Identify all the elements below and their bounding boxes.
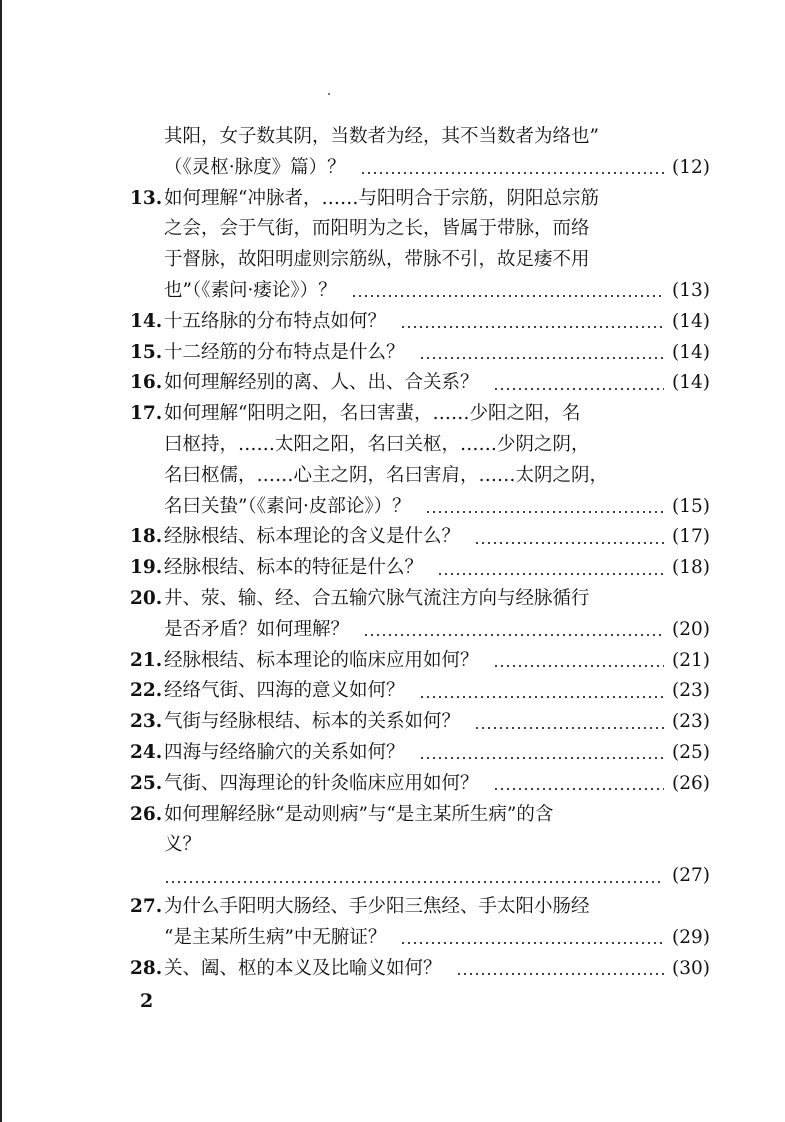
entry-text: 曰枢持，……太阳之阳，名曰关枢，……少阴之阴， (164, 433, 590, 455)
entry-text: 气街与经脉根结、标本的关系如何？ (164, 711, 461, 733)
entry-page: (23) (672, 680, 710, 702)
entry-page: (14) (672, 341, 710, 363)
toc-line (130, 738, 710, 769)
toc-entry (130, 707, 710, 738)
page-number: 2 (140, 990, 154, 1012)
toc-line (130, 553, 710, 584)
toc-line (130, 615, 710, 646)
scan-speck (328, 93, 330, 95)
toc-line (130, 676, 710, 707)
entry-text: 如何理解“冲脉者，……与阳明合于宗筋，阴阳总宗筋 (164, 187, 599, 209)
toc-line (130, 184, 710, 215)
dot-leader (351, 294, 664, 298)
toc-line (130, 646, 710, 677)
toc-entry (130, 646, 710, 677)
entry-text: 是否矛盾？如何理解？ (164, 618, 350, 640)
entry-text: 十二经筋的分布特点是什么？ (164, 341, 405, 363)
toc-line (130, 276, 710, 307)
toc-line (130, 800, 710, 831)
toc-line (130, 584, 710, 615)
entry-number: 20. (130, 587, 163, 609)
entry-text: 关、阖、枢的本义及比喻义如何？ (164, 957, 442, 979)
dot-leader (400, 325, 664, 329)
entry-number: 17. (130, 403, 163, 425)
entry-page: (25) (672, 741, 710, 763)
toc-line (130, 492, 710, 523)
entry-page: (20) (672, 618, 710, 640)
entry-text: 经脉根结、标本理论的含义是什么？ (164, 526, 461, 548)
entry-number: 27. (130, 895, 163, 917)
dot-leader (419, 695, 665, 699)
toc-entry (130, 738, 710, 769)
dot-leader (164, 880, 664, 884)
entry-page: (26) (672, 772, 710, 794)
entry-text: “是主某所生病”中无腑证？ (164, 926, 387, 948)
entry-text: 名曰枢儒，……心主之阴，名曰害肩，……太阴之阴， (164, 464, 609, 486)
dot-leader (400, 941, 664, 945)
entry-page: (18) (672, 557, 710, 579)
toc-line (130, 368, 710, 399)
toc-line (130, 923, 710, 954)
entry-page: (12) (672, 156, 710, 178)
toc-entry (130, 584, 710, 646)
toc-entry (130, 676, 710, 707)
entry-page: (30) (672, 957, 710, 979)
toc-entry (130, 184, 710, 307)
dot-leader (493, 664, 665, 668)
toc-entry (130, 522, 710, 553)
dot-leader (474, 541, 664, 545)
toc-line (130, 461, 710, 492)
table-of-contents (130, 122, 710, 984)
entry-number: 25. (130, 772, 163, 794)
page-left-border (0, 0, 2, 1122)
entry-text: 经脉根结、标本的特征是什么？ (164, 557, 424, 579)
entry-page: (21) (672, 649, 710, 671)
toc-line (130, 399, 710, 430)
entry-text: 气街、四海理论的针灸临床应用如何？ (164, 772, 479, 794)
dot-leader (456, 972, 665, 976)
entry-text: 十五络脉的分布特点如何？ (164, 310, 387, 332)
entry-page: (14) (672, 310, 710, 332)
entry-text: 之会，会于气街，而阳明为之长，皆属于带脉，而络 (164, 218, 590, 240)
toc-entry (130, 307, 710, 338)
entry-text: 其阳，女子数其阴，当数者为经，其不当数者为络也” (164, 126, 599, 147)
entry-page: (23) (672, 711, 710, 733)
toc-line (130, 122, 710, 153)
toc-line (130, 861, 710, 892)
toc-line (130, 522, 710, 553)
toc-line (130, 769, 710, 800)
entry-page: (17) (672, 526, 710, 548)
entry-text: 井、荥、输、经、合五输穴脉气流注方向与经脉循行 (164, 587, 590, 609)
entry-text: 也”（《素问·痿论》）？ (164, 279, 337, 301)
entry-page: (29) (672, 926, 710, 948)
entry-number: 13. (130, 187, 163, 209)
toc-line (130, 430, 710, 461)
entry-number: 26. (130, 803, 163, 825)
toc-entry (130, 769, 710, 800)
entry-page: (27) (672, 865, 710, 887)
entry-number: 28. (130, 957, 163, 979)
entry-text: 四海与经络腧穴的关系如何？ (164, 741, 405, 763)
entry-text: 名曰关蛰”（《素问·皮部论》）？ (164, 495, 411, 517)
dot-leader (419, 756, 665, 760)
toc-line (130, 307, 710, 338)
dot-leader (493, 387, 665, 391)
entry-number: 21. (130, 649, 163, 671)
toc-line (130, 338, 710, 369)
toc-entry (130, 399, 710, 522)
toc-entry (130, 368, 710, 399)
entry-number: 23. (130, 711, 163, 733)
entry-number: 16. (130, 372, 163, 394)
dot-leader (474, 726, 664, 730)
toc-entry (130, 338, 710, 369)
dot-leader (437, 572, 664, 576)
toc-line (130, 245, 710, 276)
entry-page: (15) (672, 495, 710, 517)
toc-entry (130, 892, 710, 954)
entry-text: 经脉根结、标本理论的临床应用如何？ (164, 649, 479, 671)
toc-entry (130, 553, 710, 584)
entry-text: 如何理解经脉“是动则病”与“是主某所生病”的含 (164, 803, 554, 825)
dot-leader (419, 356, 665, 360)
entry-number: 18. (130, 526, 163, 548)
entry-text: 为什么手阳明大肠经、手少阳三焦经、手太阳小肠经 (164, 895, 590, 917)
toc-entry (130, 954, 710, 985)
toc-entry (130, 800, 710, 892)
toc-line (130, 707, 710, 738)
dot-leader (425, 510, 664, 514)
entry-page: (14) (672, 372, 710, 394)
entry-text: 如何理解经别的离、人、出、合关系？ (164, 372, 479, 394)
toc-line (130, 954, 710, 985)
entry-number: 14. (130, 310, 163, 332)
toc-line (130, 830, 710, 861)
entry-text: 经络气街、四海的意义如何？ (164, 680, 405, 702)
entry-text: （《灵枢·脉度》篇）？ (164, 156, 346, 178)
entry-text: 于督脉，故阳明虚则宗筋纵，带脉不引，故足痿不用 (164, 249, 590, 271)
dot-leader (493, 787, 665, 791)
toc-line (130, 153, 710, 184)
toc-entry (130, 122, 710, 184)
entry-text: 义？ (164, 834, 202, 856)
dot-leader (363, 633, 664, 637)
toc-line (130, 892, 710, 923)
toc-line (130, 214, 710, 245)
entry-text: 如何理解“阳明之阳，名曰害蜚，……少阳之阳，名 (164, 403, 581, 425)
entry-page: (13) (672, 279, 710, 301)
entry-number: 24. (130, 741, 163, 763)
entry-number: 22. (130, 680, 163, 702)
dot-leader (360, 171, 664, 175)
entry-number: 19. (130, 557, 163, 579)
entry-number: 15. (130, 341, 163, 363)
